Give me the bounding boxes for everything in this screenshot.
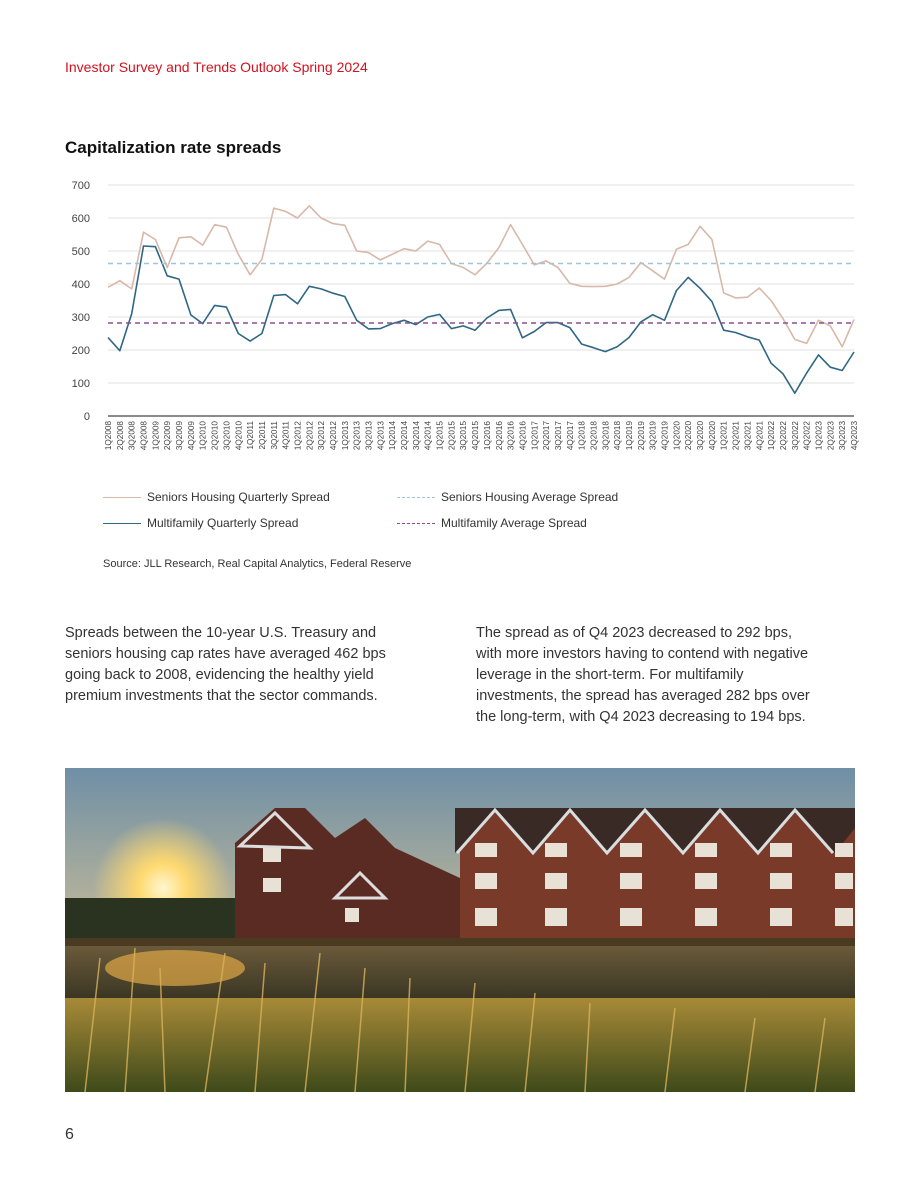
x-tick-label: 2Q2017 [542, 420, 552, 451]
x-tick-label: 1Q2015 [435, 421, 445, 451]
x-tick-label: 1Q2017 [530, 421, 540, 451]
cap-rate-spread-chart [60, 172, 860, 472]
x-tick-label: 3Q2010 [222, 421, 232, 451]
photo-illustration [65, 768, 855, 1092]
legend-item-multifamily-quarterly [103, 516, 298, 530]
x-tick-label: 3Q2015 [459, 421, 469, 451]
y-tick-label: 400 [71, 279, 90, 291]
x-tick-label: 1Q2023 [814, 421, 824, 451]
body-paragraph-right: The spread as of Q4 2023 decreased to 292 bps, with more investors having to contend with negative leverage in the short-term. For multifamily investments, the spread has averaged 282 bps over the long-term, with Q4 2023 decreasing to 194 bps. [476, 625, 810, 725]
x-tick-label: 3Q2011 [269, 421, 279, 450]
x-tick-label: 1Q2010 [198, 421, 208, 451]
legend-label: Multifamily Quarterly Spread [147, 516, 299, 530]
x-tick-label: 4Q2015 [471, 421, 481, 451]
x-tick-label: 2Q2022 [778, 421, 788, 451]
x-tick-label: 4Q2022 [802, 421, 812, 451]
legend-swatch [103, 523, 141, 524]
x-tick-label: 3Q2013 [364, 421, 374, 451]
x-tick-label: 1Q2016 [482, 421, 492, 451]
x-tick-label: 4Q2013 [376, 421, 386, 451]
x-tick-label: 2Q2015 [447, 421, 457, 451]
legend-label: Seniors Housing Quarterly Spread [147, 490, 330, 504]
page-number: 6 [65, 1126, 74, 1143]
legend-label: Multifamily Average Spread [441, 516, 587, 530]
x-tick-label: 2Q2014 [400, 421, 410, 451]
x-tick-label: 1Q2011 [246, 421, 256, 450]
x-tick-label: 2Q2011 [257, 421, 267, 450]
legend-swatch [397, 523, 435, 524]
x-tick-label: 4Q2012 [328, 421, 338, 451]
x-tick-label: 3Q2009 [175, 421, 185, 451]
x-tick-label: 2Q2013 [352, 421, 362, 451]
y-tick-label: 0 [83, 411, 90, 423]
legend-item-multifamily-average [397, 516, 587, 530]
y-tick-label: 600 [71, 213, 90, 225]
x-tick-label: 2Q2016 [494, 421, 504, 451]
x-tick-label: 4Q2014 [423, 421, 433, 451]
x-tick-label: 3Q2022 [790, 421, 800, 451]
x-tick-label: 2Q2012 [305, 421, 315, 451]
x-tick-label: 2Q2020 [684, 421, 694, 451]
x-tick-label: 3Q2012 [317, 421, 327, 451]
x-tick-label: 4Q2009 [186, 421, 196, 451]
y-tick-label: 100 [71, 378, 90, 390]
x-tick-label: 3Q2014 [411, 421, 421, 451]
x-tick-label: 1Q2022 [767, 421, 777, 451]
x-tick-label: 4Q2010 [234, 421, 244, 451]
legend-item-seniors-quarterly [103, 490, 330, 504]
x-tick-label: 1Q2021 [719, 421, 729, 451]
x-tick-label: 4Q2017 [565, 421, 575, 451]
x-tick-label: 4Q2008 [139, 421, 149, 451]
y-tick-label: 200 [71, 345, 90, 357]
x-tick-label: 1Q2012 [293, 421, 303, 451]
x-tick-label: 1Q2014 [388, 421, 398, 451]
x-tick-label: 2Q2008 [115, 421, 125, 451]
x-tick-label: 3Q2019 [648, 421, 658, 451]
x-tick-label: 1Q2013 [340, 421, 350, 451]
x-tick-label: 4Q2016 [518, 421, 528, 451]
x-tick-label: 4Q2019 [660, 421, 670, 451]
series-line [108, 206, 854, 347]
x-tick-label: 2Q2019 [636, 421, 646, 451]
x-tick-label: 4Q2011 [281, 421, 291, 450]
x-tick-label: 3Q2016 [506, 421, 516, 451]
y-tick-label: 500 [71, 246, 90, 258]
x-tick-label: 2Q2010 [210, 421, 220, 451]
x-tick-label: 3Q2008 [127, 421, 137, 451]
x-tick-label: 2Q2018 [589, 421, 599, 451]
x-tick-label: 4Q2023 [850, 421, 859, 451]
legend-item-seniors-average [397, 490, 618, 504]
townhouses-sunset-photo [65, 768, 855, 1092]
x-tick-label: 4Q2020 [707, 421, 717, 451]
x-tick-label: 4Q2018 [613, 421, 623, 451]
x-tick-label: 1Q2018 [577, 421, 587, 451]
legend-label: Seniors Housing Average Spread [441, 490, 619, 504]
legend-swatch [103, 497, 141, 498]
x-tick-label: 3Q2020 [696, 421, 706, 451]
x-tick-label: 3Q2021 [743, 421, 753, 451]
body-paragraph-left: Spreads between the 10-year U.S. Treasury and seniors housing cap rates have averaged 462 bps going back to 2008, evidencing the healthy yield premium investments that the sector commands. [65, 625, 386, 704]
x-tick-label: 1Q2020 [672, 421, 682, 451]
x-tick-label: 1Q2019 [625, 421, 635, 451]
legend-swatch [397, 497, 435, 498]
y-tick-label: 700 [71, 180, 90, 192]
x-tick-label: 1Q2008 [104, 421, 113, 451]
x-tick-label: 3Q2018 [601, 421, 611, 451]
x-tick-label: 2Q2021 [731, 421, 741, 451]
x-tick-label: 2Q2009 [163, 421, 173, 451]
x-tick-label: 3Q2017 [553, 421, 563, 451]
x-tick-label: 1Q2009 [151, 421, 161, 451]
y-tick-label: 300 [71, 312, 90, 324]
report-header: Investor Survey and Trends Outlook Spring 2024 [65, 59, 368, 75]
x-tick-label: 2Q2023 [826, 421, 836, 451]
chart-title: Capitalization rate spreads [65, 138, 282, 157]
x-tick-label: 3Q2023 [838, 421, 848, 451]
x-tick-label: 4Q2021 [755, 421, 765, 451]
chart-source: Source: JLL Research, Real Capital Analytics, Federal Reserve [103, 558, 412, 570]
